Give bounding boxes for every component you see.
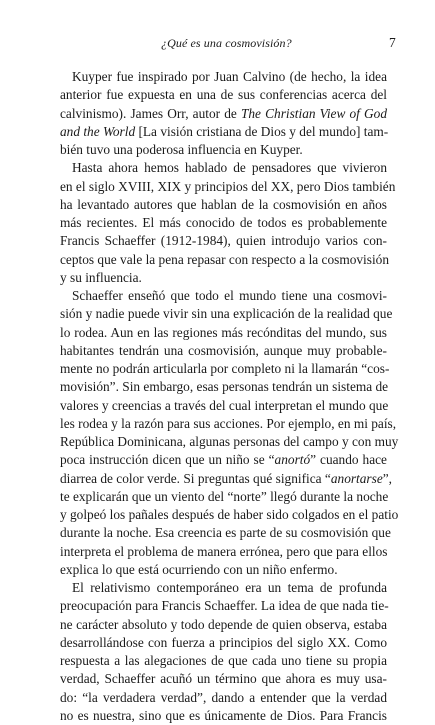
text-segment: habitantes tendrán una cosmovisión, aunque muy probable-: [60, 342, 387, 358]
text-line: [60, 616, 387, 634]
italic-text: anortó: [274, 452, 311, 468]
text-segment: y su influencia.: [60, 269, 142, 285]
text-line: [60, 86, 387, 104]
text-line: [60, 360, 390, 378]
text-line: [60, 232, 387, 250]
text-segment: durante la noche. Esa creencia es parte de su cosmovisión que: [60, 525, 391, 541]
text-line: [60, 670, 387, 688]
text-segment: República Dominicana, algunas personas del campo y con muy: [60, 434, 399, 449]
text-line: [60, 178, 396, 196]
text-segment: ceptos que vale la pena repasar con respecto a la cosmovisión: [60, 251, 390, 267]
text-line: [60, 397, 387, 415]
text-segment: verdad, Schaeffer acuñó un término que ahora es muy usa-: [60, 671, 387, 687]
text-segment: diarrea de color verde. Si preguntas qué significa “: [60, 470, 331, 486]
text-segment: Schaeffer enseñó que todo el mundo tiene una cosmovi-: [72, 288, 387, 303]
text-line: [60, 196, 387, 214]
text-segment: bién tuvo una poderosa influencia en Kuyper.: [60, 142, 303, 157]
text-segment: ne carácter absoluto y todo depende de quien observa, estaba: [60, 616, 387, 632]
text-segment: poca instrucción dicen que un niño se “: [60, 452, 275, 468]
text-line: [60, 68, 387, 86]
text-line: [60, 141, 387, 159]
text-line: [60, 652, 387, 670]
text-line: [60, 287, 387, 305]
text-segment: [La visión cristiana de Dios y del mundo] tam-: [135, 123, 389, 139]
text-line: [60, 451, 387, 469]
text-line: [60, 524, 391, 542]
text-line: [60, 689, 387, 707]
running-head: ¿Qué es una cosmovisión?: [161, 36, 292, 50]
paragraph: [60, 579, 387, 725]
text-line: [60, 707, 387, 725]
text-line: [60, 105, 387, 123]
text-line: [60, 561, 387, 579]
paragraph: [60, 287, 399, 579]
text-segment: explica lo que está ocurriendo con un niño enfermo.: [60, 561, 338, 577]
text-segment: interpreta el problema de manera errónea, pero que para ellos: [60, 543, 388, 559]
text-line: [60, 488, 387, 506]
text-line: [60, 324, 387, 342]
text-line: [60, 214, 387, 232]
text-segment: más recientes. El más conocido de todos es probablemente: [60, 215, 387, 230]
text-segment: ”,: [382, 470, 393, 486]
text-line: [60, 433, 399, 451]
text-line: [60, 251, 390, 269]
text-line: [60, 305, 393, 323]
text-segment: respuesta a las alegaciones de que cada uno tiene su propia: [60, 653, 387, 668]
text-segment: anterior fue expuesta en una de sus conferencias acerca del: [60, 87, 387, 103]
text-segment: valores y creencias a través del cual interpretan el mundo que: [60, 397, 389, 413]
text-line: [60, 269, 387, 287]
text-segment: El relativismo contemporáneo era un tema de profunda: [72, 580, 387, 595]
paragraph: [60, 159, 396, 287]
text-line: [60, 123, 387, 141]
text-segment: ha levantado autores que hablan de la cosmovisión en años: [60, 196, 387, 212]
page-number: 7: [389, 35, 396, 50]
text-segment: te explicarán que un viento del “norte” llegó durante la noche: [60, 488, 389, 504]
text-segment: desarrollándose con fuerza a principios del siglo XX. Como: [60, 634, 387, 650]
text-segment: y golpeó los pañales después de haber sido colgados en el patio: [60, 507, 399, 522]
text-segment: calvinismo). James Orr, autor de: [60, 105, 241, 121]
italic-text: The Christian View of God: [240, 105, 387, 121]
text-line: [60, 470, 393, 488]
text-segment: les rodea y la razón para sus acciones. Por ejemplo, en mi país,: [60, 415, 397, 431]
text-line: [60, 634, 387, 652]
text-segment: movisión”. Sin embargo, esas personas tendrán un sistema de: [60, 379, 389, 395]
text-line: [60, 415, 397, 433]
text-segment: en el siglo XVIII, XIX y principios del XX, pero Dios también: [60, 178, 396, 194]
text-line: [60, 597, 387, 615]
text-segment: Kuyper fue inspirado por Juan Calvino (de hecho, la idea: [72, 69, 387, 84]
text-segment: no es nuestra, sino que es únicamente de Dios. Para Francis: [60, 707, 387, 723]
paragraph: [60, 68, 387, 159]
text-line: [60, 506, 399, 524]
text-segment: mente no podrán articularla por completo ni la llamarán “cos-: [60, 361, 390, 376]
text-line: [60, 543, 387, 561]
text-line: [60, 159, 387, 177]
text-line: [60, 342, 387, 360]
text-line: [60, 579, 387, 597]
body-text: [60, 68, 399, 725]
italic-text: anortarse: [330, 470, 383, 486]
text-segment: preocupación para Francis Schaeffer. La idea de que nada tie-: [60, 598, 389, 614]
text-segment: Hasta ahora hemos hablado de pensadores que vivieron: [72, 160, 387, 176]
text-segment: Francis Schaeffer (1912-1984), quien introdujo varios con-: [60, 233, 387, 249]
text-segment: ” cuando hace: [310, 452, 387, 468]
text-segment: do: “la verdadera verdad”, dando a entender que la verdad: [60, 689, 387, 705]
text-segment: sión y nadie puede vivir sin una explicación de la realidad que: [60, 306, 393, 322]
text-segment: lo rodea. Aun en las regiones más recónditas del mundo, sus: [60, 324, 387, 340]
text-line: [60, 378, 387, 396]
italic-text: and the World: [60, 123, 136, 139]
